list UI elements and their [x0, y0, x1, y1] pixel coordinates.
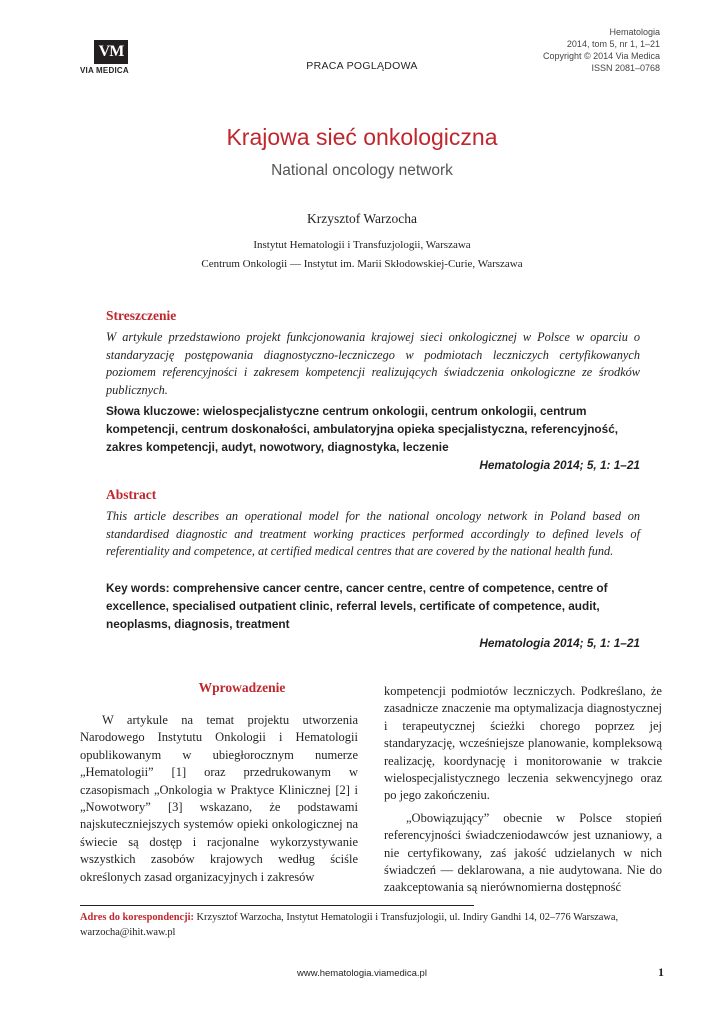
- streszczenie-keywords: Słowa kluczowe: wielospecjalistyczne centrum onkologii, centrum onkologii, centrum kompetencji, centrum doskonałości, ambulatoryjna opieka specjalistyczna, referencyjność, zakres kompetencji, audyt, nowotwory, diagnostyka, leczenie: [106, 404, 619, 454]
- streszczenie-citation: Hematologia 2014; 5, 1: 1–21: [479, 458, 640, 472]
- abstract-heading: Abstract: [106, 487, 157, 502]
- correspondence-label: Adres do korespondencji:: [80, 912, 194, 923]
- abstract-keywords: Key words: comprehensive cancer centre, cancer centre, centre of competence, centre of excellence, specialised outpatient clinic, referral levels, certificate of competence, audit, neoplasms, diagnosis, treatment: [106, 581, 608, 631]
- logo-mark: VM: [94, 40, 128, 64]
- article-title: Krajowa sieć onkologiczna: [226, 124, 498, 150]
- correspondence-text: Krzysztof Warzocha, Instytut Hematologii i Transfuzjologii, ul. Indiry Gandhi 14, 02–776 Warszawa, warzocha@ihit.waw.pl: [80, 912, 619, 938]
- abstract-text: This article describes an operational model for the national oncology network in Poland based on standardised diagnostic and treatment working practices performed accordingly to defined levels of referentiality and competence, at certified medical centres that are covered by the national health fund.: [106, 509, 640, 558]
- section-type: PRACA POGLĄDOWA: [306, 60, 418, 72]
- page-number: 1: [658, 965, 664, 979]
- article-subtitle: National oncology network: [271, 162, 453, 179]
- body-paragraph: „Obowiązujący” obecnie w Polsce stopień referencyjności świadczeniodawców jest uznaniowy, a nie certyfikowany, zaś jakość udzielanych w nich świadczeń — deklarowana, a nie audytowana. Nie do zaakceptowania są nierównomierna dostępność: [384, 810, 662, 895]
- correspondence-note: [80, 910, 650, 940]
- journal-name: Hematologia: [609, 27, 660, 37]
- journal-copyright: Copyright © 2014 Via Medica: [542, 51, 660, 61]
- author: Krzysztof Warzocha: [307, 211, 417, 226]
- footer-url[interactable]: www.hematologia.viamedica.pl: [297, 968, 427, 979]
- affiliation: Centrum Onkologii — Instytut im. Marii Skłodowskiej-Curie, Warszawa: [201, 258, 523, 270]
- logo-text: VIA MEDICA: [80, 66, 129, 75]
- journal-issue: 2014, tom 5, nr 1, 1–21: [566, 39, 660, 49]
- body-right-column: [384, 683, 662, 897]
- journal-info: [543, 26, 660, 74]
- section-heading-introduction: Wprowadzenie: [198, 680, 286, 695]
- affiliation: Instytut Hematologii i Transfuzjologii, Warszawa: [253, 239, 471, 251]
- body-paragraph: kompetencji podmiotów leczniczych. Podkreślano, że zasadnicze znaczenie ma optymalizacja diagnostycznej i terapeutycznej ścieżki chorego poprzez jej standaryzację, wcześniejsze planowanie, kompleksową realizację, koordynację i monitorowanie w trakcie wielospecjalistycznego leczenia sekwencyjnego oraz po jego zakończeniu.: [384, 684, 662, 803]
- streszczenie-heading: Streszczenie: [106, 308, 177, 323]
- abstract-citation: Hematologia 2014; 5, 1: 1–21: [479, 636, 640, 650]
- journal-issn: ISSN 2081–0768: [591, 63, 660, 73]
- streszczenie-text: W artykule przedstawiono projekt funkcjonowania krajowej sieci onkologicznej w Polsce w oparciu o standaryzację postępowania diagnostyczno-leczniczego w podmiotach leczniczych certyfikowanych poziomem referencyjności i zakresem kompetencji realizujących świadczenia onkologiczne ze środków publicznych.: [106, 330, 640, 397]
- body-paragraph: W artykule na temat projektu utworzenia Narodowego Instytutu Onkologii i Hematologii opublikowanym w ubiegłorocznym numerze „Hematologii” [1] oraz przedrukowanym w czasopismach „Onkologia w Praktyce Klinicznej [2] i „Nowotwory” [3] wskazano, że podstawami najskuteczniejszych systemów opieki onkologicznej na świecie są dostęp i racjonalne wykorzystywanie wszystkich zasobów krajowych według ściśle określonych zasad organizacyjnych i zakresów: [80, 713, 358, 884]
- footnote-divider: [80, 905, 474, 906]
